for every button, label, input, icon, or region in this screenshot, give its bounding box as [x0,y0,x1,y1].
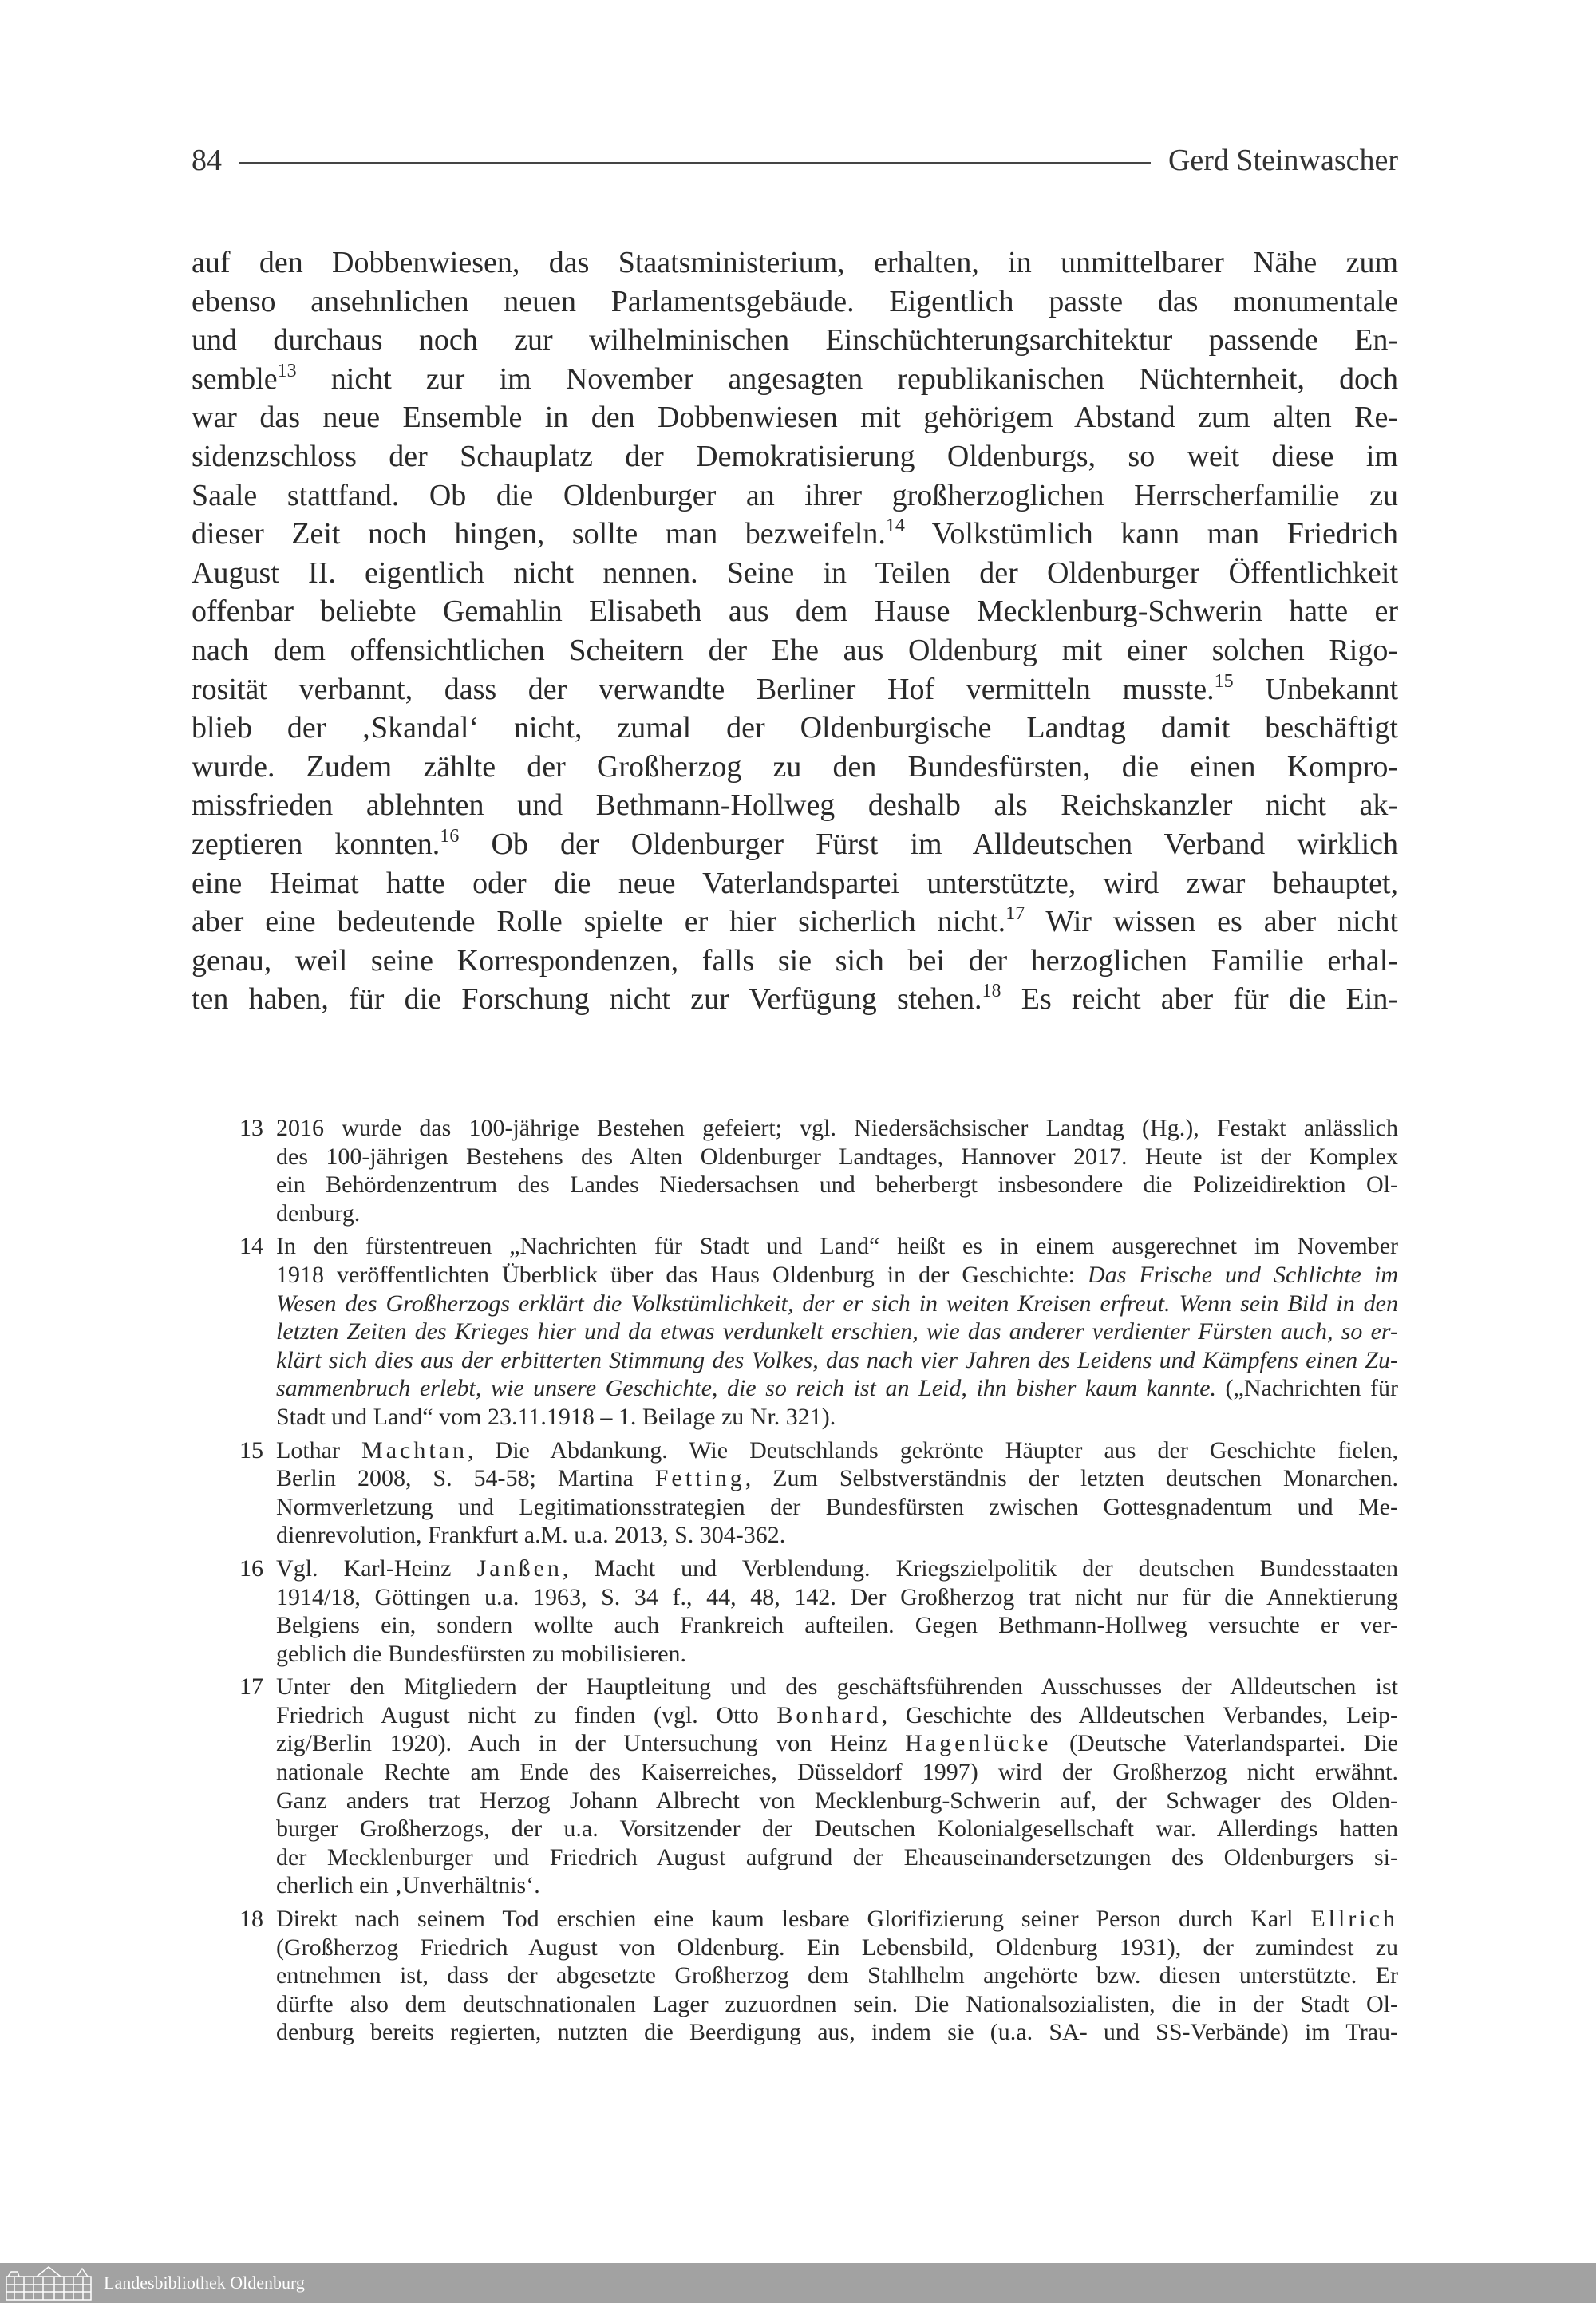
text-run: ebenso ansehnlichen neuen Parlamentsgebäude. Eigentlich passte das monumentale [192,284,1398,318]
text-run: , Geschichte des Alldeutschen Verbandes, Leip- [881,1701,1398,1728]
author-name-spaced: Hagenlücke [905,1730,1052,1757]
text-run: Stadt und Land“ vom 23.11.1918 – 1. Beilage zu Nr. 321). [276,1403,836,1430]
page-number: 84 [192,144,222,177]
text-run: 2016 wurde das 100-jährige Bestehen gefeiert; vgl. Niedersächsischer Landtag (Hg.), Festakt anlässlich [276,1115,1398,1141]
text-run: nicht zur im November angesagten republikanischen Nüchternheit, doch [296,361,1398,396]
text-run: des 100-jährigen Bestehens des Alten Oldenburger Landtages, Hannover 2017. Heute ist der Komplex [276,1143,1398,1170]
footnote-line [276,1261,1398,1290]
text-line [192,631,1398,670]
footnote-line [276,1464,1398,1493]
text-run: Normverletzung und Legitimationsstrategien der Bundesfürsten zwischen Gottesgnadentum und Me- [276,1493,1398,1520]
text-run: zeptieren konnten. [192,827,440,861]
footnote-reference[interactable]: 17 [1005,903,1025,925]
footnote-line [276,1232,1398,1261]
footnote-line [276,1554,1398,1583]
footnote-number: 16 [239,1554,263,1582]
body-text [192,243,1398,1019]
footnote-line [276,1815,1398,1843]
text-line [192,437,1398,476]
footnote-line [276,1871,1398,1900]
footnote-line [276,1114,1398,1143]
text-run: In den fürstentreuen „Nachrichten für Stadt und Land“ heißt es in einem ausgerechnet im November [276,1233,1398,1260]
text-run: missfrieden ablehnten und Bethmann-Hollweg deshalb als Reichskanzler nicht ak- [192,788,1398,823]
footnote-line [276,1843,1398,1872]
text-run: wurde. Zudem zählte der Großherzog zu den Bundesfürsten, die einen Kompro- [192,749,1398,784]
text-line [192,360,1398,399]
text-run: dieser Zeit noch hingen, sollte man bezweifeln. [192,517,886,551]
footnote-line [276,1701,1398,1730]
text-run: („Nachrichten für [1215,1375,1398,1402]
text-run: , Die Abdankung. Wie Deutschlands gekrönte Häupter aus der Geschichte fielen, [468,1436,1398,1464]
text-run: zig/Berlin 1920). Auch in der Untersuchung von Heinz [276,1730,906,1757]
text-line [192,748,1398,787]
text-line [192,554,1398,593]
text-run: ein Behördenzentrum des Landes Niedersachsen und beherbergt insbesondere die Polizeidirektion Ol- [276,1171,1398,1199]
footnote-line [276,1611,1398,1640]
text-run: , Zum Selbstverständnis der letzten deutschen Monarchen. [745,1465,1398,1492]
text-run: Saale stattfand. Ob die Oldenburger an ihrer großherzoglichen Herrscherfamilie zu [192,478,1398,512]
text-run: dürfte also dem deutschnationalen Lager zuzuordnen sein. Die Nationalsozialisten, die in der Stadt Ol- [276,1990,1398,2017]
footnote-line [276,1583,1398,1612]
text-run: auf den Dobbenwiesen, das Staatsministerium, erhalten, in unmittelbarer Nähe zum [192,246,1398,279]
footnote [239,1554,1398,1668]
text-run: nach dem offensichtlichen Scheitern der Ehe aus Oldenburg mit einer solchen Rigo- [192,633,1398,667]
text-run: (Deutsche Vaterlandspartei. Die [1051,1730,1398,1757]
text-line [192,670,1398,709]
text-line [192,786,1398,825]
footnote-line [276,1758,1398,1787]
footnote-line [276,1493,1398,1522]
footnote-line [276,1729,1398,1758]
text-run: cherlich ein ‚Unverhältnis‘. [276,1872,540,1899]
footnote-reference[interactable]: 16 [440,825,460,847]
author-name-spaced: Janßen [476,1554,563,1582]
footnote [239,1232,1398,1431]
footnote-number: 17 [239,1673,263,1701]
running-header [192,140,1398,180]
footnote-line [276,1317,1398,1346]
footnote-reference[interactable]: 15 [1214,670,1234,692]
quoted-text: sammenbruch erlebt, wie unsere Geschichte, die so reich ist an Leid, ihn bisher kaum kannte. [276,1375,1216,1402]
footnote-line [276,1290,1398,1318]
footnote [239,1436,1398,1550]
footnote [239,1114,1398,1227]
quoted-text: klärt sich dies aus der erbitterten Stimmung des Volkes, das nach vier Jahren des Leidens und Kämpfens einen Zu- [276,1346,1398,1373]
text-run: Wir wissen es aber nicht [1025,905,1398,939]
text-run: geblich die Bundesfürsten zu mobilisieren. [276,1640,687,1667]
footnote-line [276,1961,1398,1990]
text-run: Es reicht aber für die Ein- [1001,982,1398,1017]
footnote [239,1905,1398,2047]
author-name-spaced: Ellrich [1310,1906,1398,1933]
footnote-line [276,1374,1398,1403]
text-run: Friedrich August nicht zu finden (vgl. Otto [276,1701,777,1728]
library-name: Landesbibliothek Oldenburg [104,2273,305,2293]
text-line [192,243,1398,282]
text-run: Ganz anders trat Herzog Johann Albrecht von Mecklenburg-Schwerin auf, der Schwager des Olden- [276,1787,1398,1814]
text-run: Vgl. Karl-Heinz [276,1554,477,1582]
footnote-line [276,1171,1398,1199]
footnote-reference[interactable]: 14 [885,516,905,537]
footnote-line [276,1199,1398,1228]
text-line [192,942,1398,981]
text-run: (Großherzog Friedrich August von Oldenburg. Ein Lebensbild, Oldenburg 1931), der zumindest zu [276,1934,1398,1961]
footnote-reference[interactable]: 13 [277,360,297,381]
text-line [192,515,1398,554]
text-line [192,709,1398,748]
text-line [192,864,1398,903]
text-run: 1914/18, Göttingen u.a. 1963, S. 34 f., 44, 48, 142. Der Großherzog trat nicht nur für die Annektierung [276,1583,1398,1610]
text-run: Volkstümlich kann man Friedrich [904,517,1398,551]
text-run: Unter den Mitgliedern der Hauptleitung und des geschäftsführenden Ausschusses der Alldeutschen ist [276,1673,1398,1701]
text-line [192,980,1398,1019]
text-line [192,282,1398,322]
text-run: denburg. [276,1199,361,1227]
text-line [192,825,1398,864]
footnote-line [276,1673,1398,1701]
text-line [192,398,1398,437]
library-footer-bar [0,2263,1596,2303]
text-run: Direkt nach seinem Tod erschien eine kaum lesbare Glorifizierung seiner Person durch Karl [276,1906,1311,1933]
footnote-line [276,1436,1398,1465]
author-name: Gerd Steinwascher [1167,144,1398,177]
author-name-spaced: Machtan [361,1436,468,1464]
footnote-line [276,1934,1398,1962]
text-run: rosität verbannt, dass der verwandte Berliner Hof vermitteln musste. [192,672,1215,706]
text-run: blieb der ‚Skandal‘ nicht, zumal der Oldenburgische Landtag damit beschäftigt [192,711,1398,745]
text-run: dienrevolution, Frankfurt a.M. u.a. 2013, S. 304-362. [276,1522,786,1549]
text-run: der Mecklenburger und Friedrich August aufgrund der Eheauseinandersetzungen des Oldenburgers si- [276,1843,1398,1870]
text-run: 1918 veröffentlichten Überblick über das Haus Oldenburg in der Geschichte: [276,1261,1088,1288]
footnote [239,1673,1398,1900]
text-line [192,903,1398,942]
footnote-reference[interactable]: 18 [982,981,1001,1002]
text-run: burger Großherzogs, der u.a. Vorsitzender der Deutschen Kolonialgesellschaft war. Allerdings hatten [276,1815,1398,1843]
text-run: ten haben, für die Forschung nicht zur Verfügung stehen. [192,982,982,1017]
footnote-line [276,1521,1398,1550]
footnote-line [276,1346,1398,1375]
text-run: und durchaus noch zur wilhelminischen Einschüchterungsarchitektur passende En- [192,323,1398,357]
footnote-number: 18 [239,1906,263,1933]
footnote-number: 14 [239,1233,263,1260]
text-line [192,592,1398,631]
quoted-text: Wesen des Großherzogs erklärt die Volkstümlichkeit, der er sich in weiten Kreisen erfreut. Wenn sein Bild in den [276,1290,1398,1317]
text-run: war das neue Ensemble in den Dobbenwiesen mit gehörigem Abstand zum alten Re- [192,401,1398,435]
footnote-number: 15 [239,1436,263,1464]
text-run: , Macht und Verblendung. Kriegszielpolitik der deutschen Bundesstaaten [562,1554,1398,1582]
quoted-text: letzten Zeiten des Krieges hier und da etwas verdunkelt erschien, wie das anderer verdienter Fürsten auch, so er- [276,1318,1398,1345]
footnote-line [276,2018,1398,2047]
text-run: offenbar beliebte Gemahlin Elisabeth aus dem Hause Mecklenburg-Schwerin hatte er [192,595,1398,629]
library-building-logo-icon [5,2265,93,2301]
text-line [192,476,1398,516]
footnote-number: 13 [239,1115,263,1141]
text-run: Berlin 2008, S. 54-58; Martina [276,1465,655,1492]
text-run: nationale Rechte am Ende des Kaiserreiches, Düsseldorf 1997) wird der Großherzog nicht erwähnt. [276,1759,1398,1786]
text-run: Belgiens ein, sondern wollte auch Frankreich aufteilen. Gegen Bethmann-Hollweg versuchte er ver- [276,1612,1398,1639]
text-run: denburg bereits regierten, nutzten die Beerdigung aus, indem sie (u.a. SA- und SS-Verbände) im Trau- [276,2019,1398,2046]
text-run: semble [192,361,278,396]
text-run: entnehmen ist, dass der abgesetzte Großherzog dem Stahlhelm angehörte bzw. diesen unterstützte. Er [276,1962,1398,1989]
quoted-text: Das Frische und Schlichte im [1088,1261,1398,1288]
footnotes [239,1114,1398,2052]
header-rule [239,162,1151,164]
text-run: sidenzschloss der Schauplatz der Demokratisierung Oldenburgs, so weit diese im [192,439,1398,473]
footnote-line [276,1905,1398,1934]
text-run: August II. eigentlich nicht nennen. Seine in Teilen der Oldenburger Öffentlichkeit [192,555,1398,590]
text-run: Unbekannt [1233,672,1398,706]
text-line [192,321,1398,360]
footnote-line [276,1990,1398,2019]
text-run: genau, weil seine Korrespondenzen, falls sie sich bei der herzoglichen Familie erhal- [192,943,1398,978]
footnote-line [276,1640,1398,1669]
author-name-spaced: Fetting [654,1465,745,1492]
text-run: Ob der Oldenburger Fürst im Alldeutschen Verband wirklich [459,827,1398,861]
text-run: aber eine bedeutende Rolle spielte er hier sicherlich nicht. [192,905,1006,939]
author-name-spaced: Bonhard [776,1701,882,1728]
footnote-line [276,1143,1398,1171]
text-run: Lothar [276,1436,362,1464]
text-run: eine Heimat hatte oder die neue Vaterlandspartei unterstützte, wird zwar behauptet, [192,866,1398,900]
footnote-line [276,1787,1398,1815]
footnote-line [276,1403,1398,1432]
